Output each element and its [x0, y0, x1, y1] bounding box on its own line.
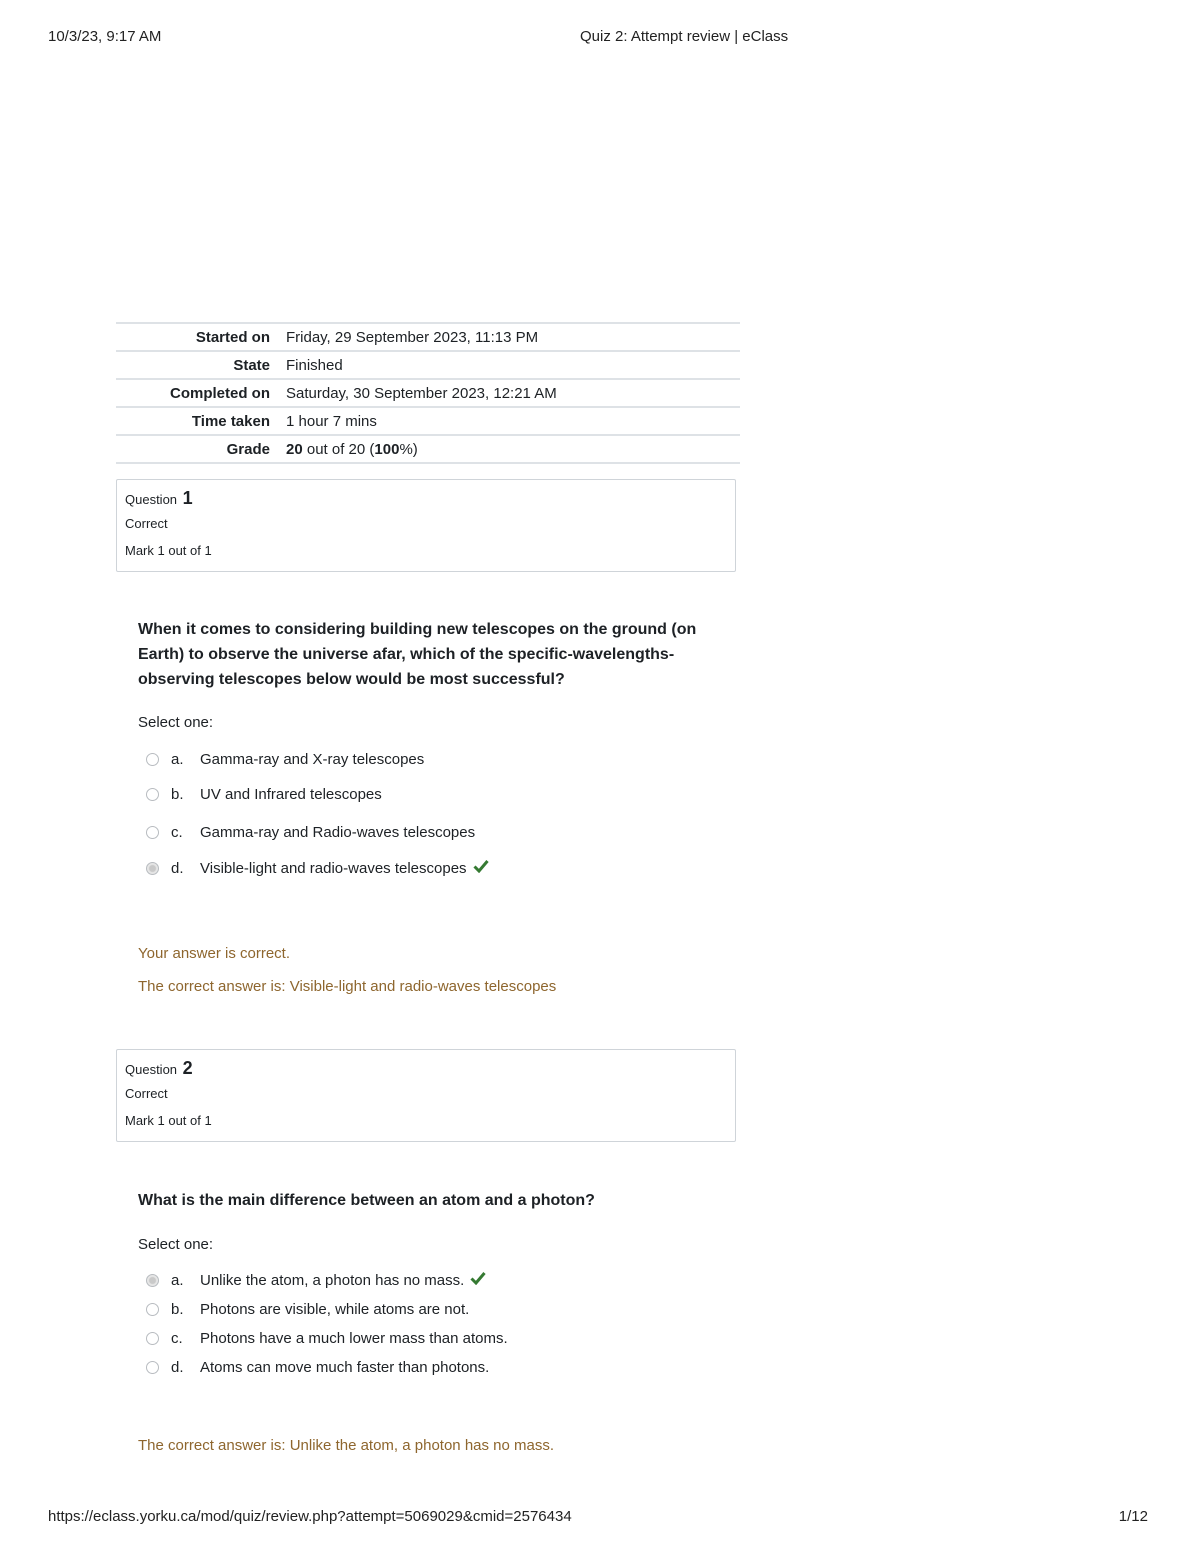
check-icon	[473, 859, 489, 877]
option-letter: b.	[171, 786, 184, 803]
select-one-prompt-2: Select one:	[138, 1236, 214, 1253]
print-page-number: 1/12	[1118, 1508, 1148, 1525]
option-letter: d.	[171, 1359, 184, 1376]
check-icon	[470, 1271, 486, 1289]
completed-on-label: Completed on	[170, 384, 270, 402]
answer-feedback-1: Your answer is correct.	[138, 945, 291, 962]
print-page-title: Quiz 2: Attempt review | eClass	[580, 28, 789, 45]
option-text: Atoms can move much faster than photons.	[200, 1359, 490, 1376]
radio-button[interactable]	[146, 826, 159, 839]
option-letter: a.	[171, 1271, 184, 1289]
question-number-line	[125, 1058, 727, 1080]
question-label: Question	[125, 492, 178, 507]
option-text: Photons are visible, while atoms are not.	[200, 1301, 470, 1318]
completed-on-value: Saturday, 30 September 2023, 12:21 AM	[286, 384, 557, 402]
question-state: Correct	[125, 516, 168, 531]
question-state: Correct	[125, 1086, 168, 1101]
option-text: Unlike the atom, a photon has no mass.	[200, 1271, 465, 1289]
started-on-value: Friday, 29 September 2023, 11:13 PM	[286, 328, 539, 346]
option-letter: a.	[171, 751, 184, 768]
option-text: Gamma-ray and Radio-waves telescopes	[200, 824, 476, 841]
radio-button[interactable]	[146, 1361, 159, 1374]
question-number: 2	[182, 1058, 193, 1078]
select-one-prompt-1: Select one:	[138, 714, 214, 731]
option-text: Gamma-ray and X-ray telescopes	[200, 751, 425, 768]
option-letter: c.	[171, 1330, 183, 1347]
question-number: 1	[182, 488, 193, 508]
radio-button[interactable]	[146, 753, 159, 766]
time-taken-label: Time taken	[191, 412, 270, 430]
correct-answer-1: The correct answer is: Visible-light and radio-waves telescopes	[138, 978, 557, 995]
radio-button[interactable]	[146, 1303, 159, 1316]
option-text: Photons have a much lower mass than atoms.	[200, 1330, 508, 1347]
question-info-1	[116, 479, 736, 572]
radio-button-selected[interactable]	[146, 1274, 159, 1287]
answer-option-1a[interactable]	[146, 751, 424, 768]
answer-option-1c[interactable]	[146, 824, 475, 841]
answer-option-2a[interactable]	[146, 1271, 486, 1289]
option-text: Visible-light and radio-waves telescopes	[200, 859, 467, 877]
answer-option-2b[interactable]	[146, 1301, 469, 1318]
option-letter: c.	[171, 824, 183, 841]
answer-option-2d[interactable]	[146, 1359, 489, 1376]
option-text: UV and Infrared telescopes	[200, 786, 382, 803]
question-mark: Mark 1 out of 1	[125, 1113, 212, 1128]
answer-option-1d[interactable]	[146, 859, 489, 877]
question-text-2: What is the main difference between an atom and a photon?	[138, 1192, 595, 1209]
answer-option-2c[interactable]	[146, 1330, 508, 1347]
started-on-label: Started on	[195, 328, 270, 346]
grade-percent: 100	[374, 440, 400, 458]
question-mark: Mark 1 out of 1	[125, 543, 212, 558]
state-value: Finished	[286, 356, 343, 374]
grade-points: 20	[286, 440, 303, 458]
radio-button[interactable]	[146, 788, 159, 801]
print-datetime: 10/3/23, 9:17 AM	[48, 28, 162, 45]
radio-button-selected[interactable]	[146, 862, 159, 875]
grade-middle: out of 20 (	[302, 440, 375, 458]
grade-label: Grade	[226, 440, 270, 458]
question-info-2	[116, 1049, 736, 1142]
summary-row-grade	[116, 436, 740, 464]
summary-row-time-taken	[116, 408, 740, 436]
option-letter: d.	[171, 859, 184, 877]
print-url: https://eclass.yorku.ca/mod/quiz/review.php?attempt=5069029&cmid=2576434	[48, 1508, 572, 1525]
question-label: Question	[125, 1062, 178, 1077]
correct-answer-2: The correct answer is: Unlike the atom, a photon has no mass.	[138, 1437, 555, 1454]
summary-row-started	[116, 324, 740, 352]
option-letter: b.	[171, 1301, 184, 1318]
question-text-1: When it comes to considering building new telescopes on the ground (on Earth) to observe the universe afar, which of the specific-wavelengths-observing telescopes below would be most successful?	[138, 621, 697, 688]
summary-row-state	[116, 352, 740, 380]
time-taken-value: 1 hour 7 mins	[286, 412, 377, 430]
question-number-line	[125, 488, 727, 510]
answer-option-1b[interactable]	[146, 786, 382, 803]
summary-row-completed	[116, 380, 740, 408]
attempt-summary-table	[116, 322, 740, 464]
grade-suffix: %)	[399, 440, 418, 458]
radio-button[interactable]	[146, 1332, 159, 1345]
grade-value	[286, 441, 418, 458]
state-label: State	[233, 356, 270, 374]
